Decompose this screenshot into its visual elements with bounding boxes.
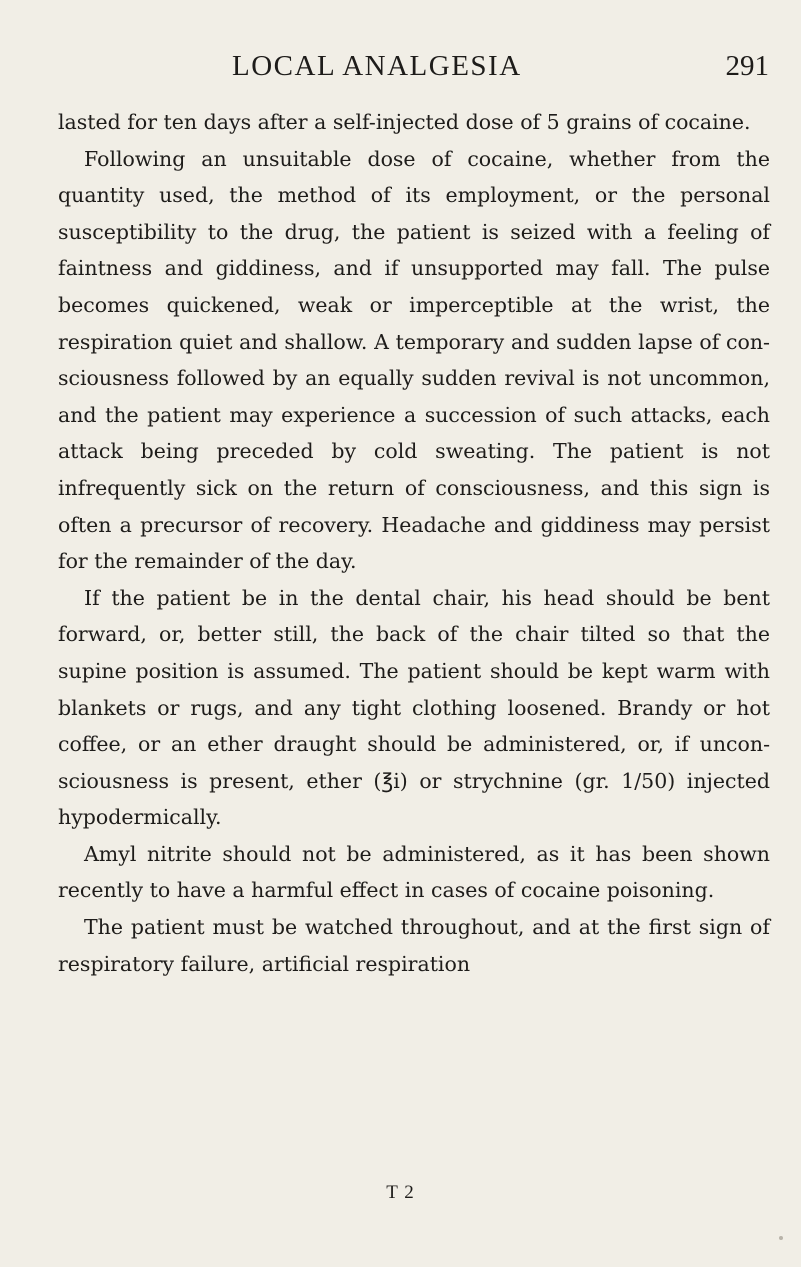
page-header xyxy=(58,50,769,90)
speck-mark xyxy=(779,1236,783,1240)
signature-mark: T 2 xyxy=(386,1182,415,1203)
paragraph-2: Following an unsuitable dose of cocaine, whether from the quantity used, the method of its employment, or the personal susceptibility to the drug, the patient is seized with a feeling of faintness and giddiness, and if unsupported may fall. The pulse becomes quickened, weak or imperceptible at the wrist, the respiration quiet and shallow. A temporary and sudden lapse of con- sciousness followed by an equally sudden revival is not uncommon, and the patient may experience a succession of such attacks, each attack being preceded by cold sweating. The patient is not infrequently sick on the return of consciousness, and this sign is often a precursor of recovery. Headache and giddiness may persist for the remainder of the day. xyxy=(58,146,770,574)
page-number: 291 xyxy=(725,50,769,82)
paragraph-1: lasted for ten days after a self-injected dose of 5 grains of cocaine. xyxy=(58,110,751,134)
paragraph-5: The patient must be watched throughout, and at the first sign of respiratory failure, artificial respiration xyxy=(58,915,770,976)
body-text xyxy=(58,104,770,982)
paragraph-3: If the patient be in the dental chair, his head should be bent forward, or, better still, the back of the chair tilted so that the supine position is assumed. The patient should be kept warm with blankets or rugs, and any tight clothing loosened. Brandy or hot coffee, or an ether draught should be administered, or, if uncon- sciousness is present, ether (℥i) or strychnine (gr. 1/50) injected hypodermically. xyxy=(58,585,770,830)
running-title: LOCAL ANALGESIA xyxy=(232,50,522,82)
paragraph-4: Amyl nitrite should not be administered, as it has been shown recently to have a harmful effect in cases of cocaine poisoning. xyxy=(58,841,770,903)
